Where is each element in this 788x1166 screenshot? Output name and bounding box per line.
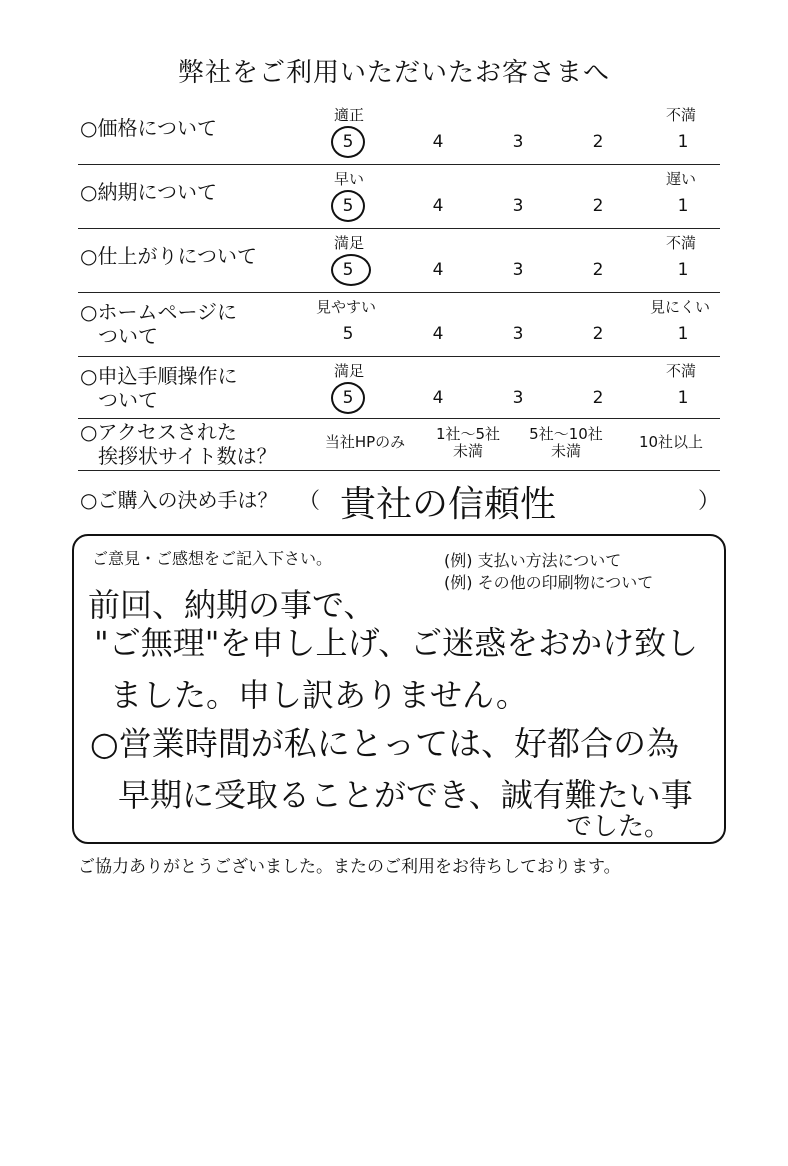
rating-question-line: ついて [98, 324, 158, 348]
rating-option-2[interactable]: 2 [592, 260, 604, 280]
selection-circle [331, 190, 365, 222]
rating-option-1[interactable]: 1 [677, 260, 689, 280]
access-question-line: ○アクセスされた [80, 420, 237, 444]
rating-right-label: 遅い [666, 170, 697, 188]
rating-option-5[interactable]: 5 [342, 260, 354, 280]
rating-right-label: 不満 [666, 362, 697, 380]
footer-thanks: ご協力ありがとうございました。またのご利用をお待ちしております。 [78, 857, 621, 877]
access-option-label: 5社～10社 [529, 425, 603, 443]
access-option-5-10[interactable] [516, 426, 616, 460]
rating-right-label: 見にくい [650, 298, 711, 316]
rating-row [78, 228, 720, 293]
rating-option-3[interactable]: 3 [512, 132, 524, 152]
access-option-1-5[interactable] [423, 426, 513, 460]
rating-option-4[interactable]: 4 [432, 132, 444, 152]
rating-option-4[interactable]: 4 [432, 388, 444, 408]
access-question [80, 420, 277, 468]
comment-line: ○営業時間が私にとっては、好都合の為 [90, 724, 680, 763]
selection-circle [331, 126, 365, 158]
rating-option-1[interactable]: 1 [677, 388, 689, 408]
rating-left-label: 早い [334, 170, 365, 188]
rating-option-1[interactable]: 1 [677, 196, 689, 216]
selection-circle [331, 382, 365, 414]
rating-question [80, 116, 217, 140]
rating-option-1[interactable]: 1 [677, 324, 689, 344]
rating-option-3[interactable]: 3 [512, 388, 524, 408]
rating-option-5[interactable]: 5 [342, 388, 354, 408]
rating-question-line: ついて [98, 388, 158, 412]
access-option-hp-only[interactable] [310, 434, 420, 451]
access-question-line: 挨拶状サイト数は？ [98, 444, 277, 468]
rating-left-label: 見やすい [316, 298, 377, 316]
rating-right-label: 不満 [666, 234, 697, 252]
rating-question-line: ○ホームページに [80, 300, 238, 324]
rating-left-label: 満足 [334, 234, 365, 252]
comment-line: 早期に受取ることができ、誠有難たい事 [118, 776, 693, 814]
rating-question-line: ○価格について [80, 116, 218, 140]
rating-left-label: 適正 [334, 106, 365, 124]
purchase-row [78, 470, 720, 526]
page-title: 弊社をご利用いただいたお客さまへ [177, 58, 610, 88]
rating-option-4[interactable]: 4 [432, 196, 444, 216]
rating-row [78, 100, 720, 165]
rating-option-5[interactable]: 5 [342, 324, 354, 344]
rating-right-label: 不満 [666, 106, 697, 124]
rating-option-4[interactable]: 4 [432, 324, 444, 344]
rating-question [80, 180, 217, 204]
access-option-label: 未満 [452, 442, 483, 460]
access-option-label: 当社HPのみ [324, 433, 406, 451]
comment-line: ました。申し訳ありません。 [110, 676, 528, 714]
rating-option-2[interactable]: 2 [592, 324, 604, 344]
rating-left-label: 満足 [334, 362, 365, 380]
comment-line: でした。 [566, 812, 671, 842]
rating-option-3[interactable]: 3 [512, 260, 524, 280]
selection-circle [331, 254, 371, 286]
rating-option-5[interactable]: 5 [342, 196, 354, 216]
access-option-10-plus[interactable] [626, 434, 716, 451]
close-paren: ） [698, 489, 721, 514]
access-option-label: 未満 [550, 442, 581, 460]
access-option-label: 10社以上 [638, 433, 704, 451]
comment-example-1: (例) 支払い方法について [444, 551, 622, 570]
rating-option-5[interactable]: 5 [342, 132, 354, 152]
rating-option-1[interactable]: 1 [677, 132, 689, 152]
rating-question [80, 244, 257, 268]
comment-example-2: (例) その他の印刷物について [444, 573, 654, 592]
rating-question-line: ○仕上がりについて [80, 244, 258, 268]
rating-option-2[interactable]: 2 [592, 388, 604, 408]
rating-question-line: ○申込手順操作に [80, 364, 238, 388]
rating-row [78, 292, 720, 357]
open-paren: （ [298, 489, 321, 514]
rating-row [78, 356, 720, 419]
rating-row [78, 164, 720, 229]
access-row [78, 418, 720, 471]
comment-line: "ご無理"を申し上げ、ご迷惑をおかけ致し [94, 624, 699, 662]
purchase-question: ○ご購入の決め手は？ [80, 488, 278, 512]
comment-box[interactable] [72, 534, 726, 844]
rating-question [80, 364, 237, 412]
rating-option-3[interactable]: 3 [512, 196, 524, 216]
purchase-answer[interactable]: 貴社の信頼性 [340, 484, 557, 525]
rating-option-4[interactable]: 4 [432, 260, 444, 280]
rating-option-3[interactable]: 3 [512, 324, 524, 344]
rating-question-line: ○納期について [80, 180, 218, 204]
comment-prompt: ご意見・ご感想をご記入下さい。 [92, 549, 333, 568]
access-option-label: 1社～5社 [435, 425, 501, 443]
rating-option-2[interactable]: 2 [592, 132, 604, 152]
rating-question [80, 300, 237, 348]
rating-option-2[interactable]: 2 [592, 196, 604, 216]
comment-line: 前回、納期の事で、 [88, 586, 376, 624]
